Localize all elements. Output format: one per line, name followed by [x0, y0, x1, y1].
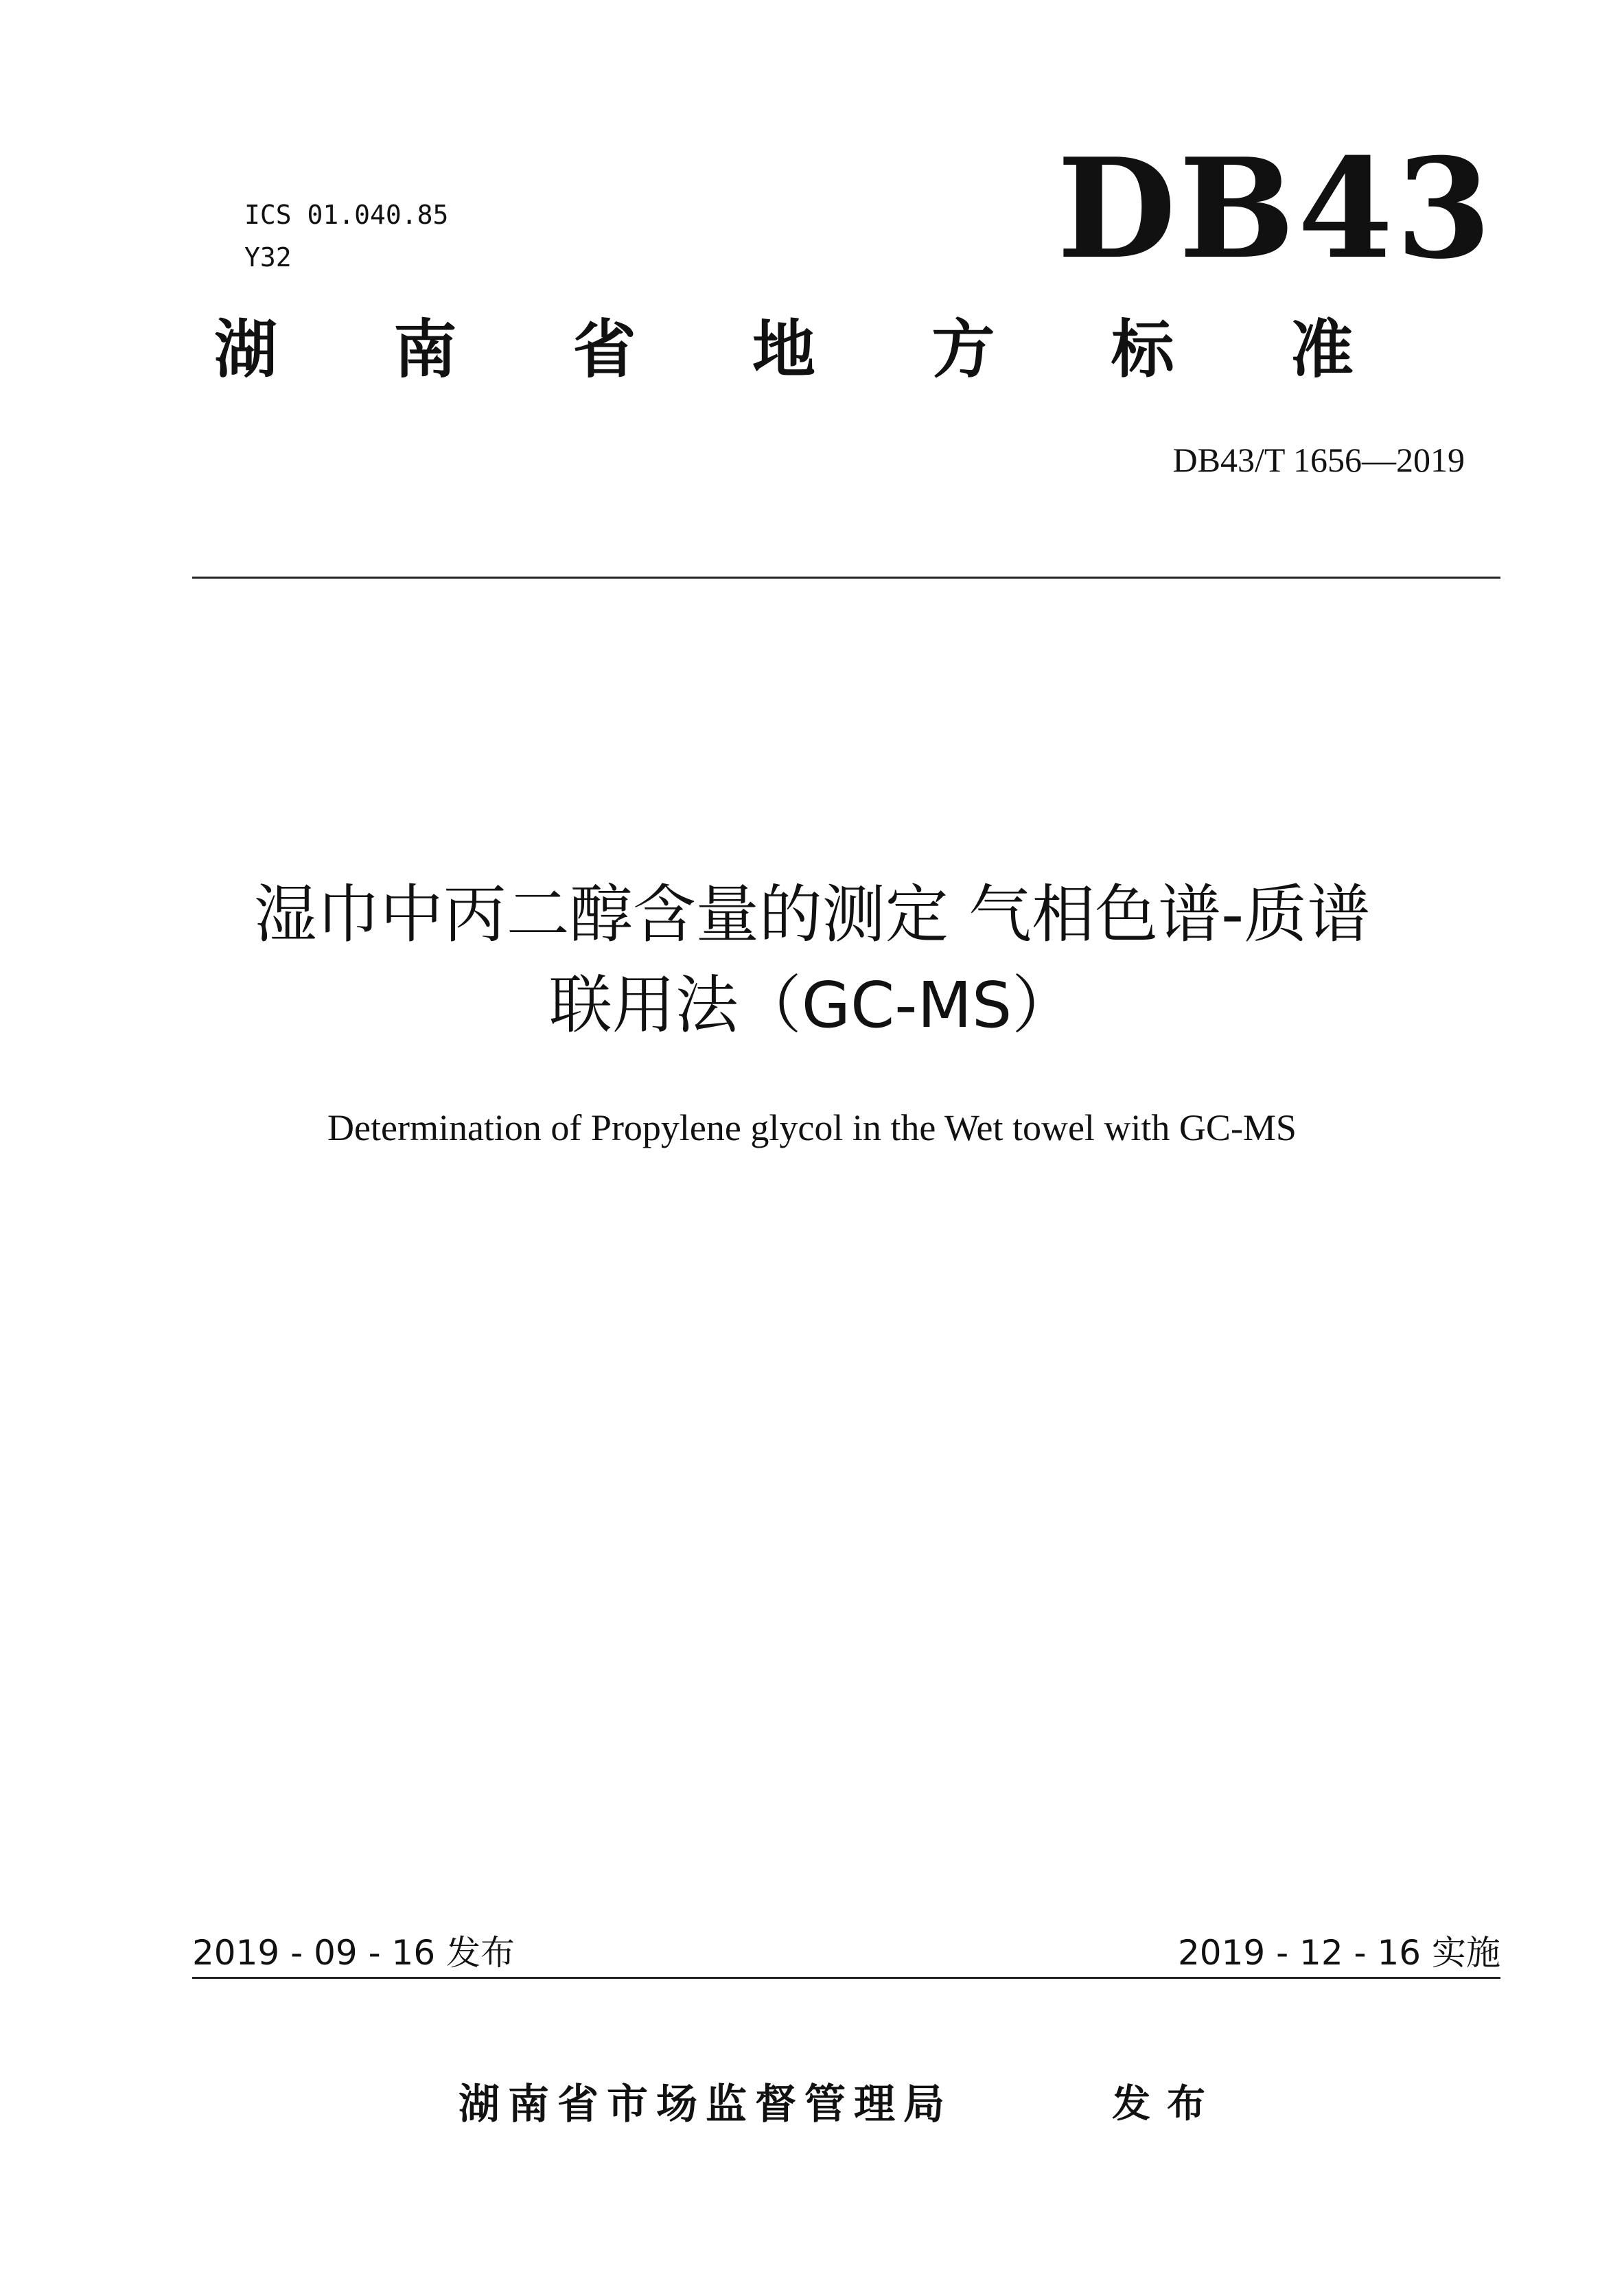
ics-code: ICS 01.040.85: [244, 200, 449, 230]
title-char: 南: [393, 313, 457, 386]
title-char: 地: [752, 313, 815, 386]
title-char: 湖: [214, 313, 278, 386]
standard-type-title: [214, 312, 1354, 388]
implementation-date: 2019 - 12 - 16 实施: [1177, 1933, 1500, 1973]
issue-date: 2019 - 09 - 16 发布: [192, 1933, 515, 1973]
title-char: 省: [572, 313, 636, 386]
db-logo: DB43: [1057, 128, 1494, 290]
bottom-divider: [192, 1977, 1500, 1979]
title-char: 标: [1111, 313, 1174, 386]
english-title: Determination of Propylene glycol in the Wet towel with GC-MS: [327, 1107, 1297, 1148]
title-char: 方: [931, 313, 995, 386]
document-title-line-2: 联用法（GC-MS）: [548, 969, 1076, 1042]
top-divider: [192, 577, 1500, 579]
clc-code: Y32: [244, 242, 292, 272]
issue-label: 发布: [1112, 2082, 1222, 2126]
standard-number: DB43/T 1656—2019: [1172, 441, 1465, 479]
title-char: 准: [1290, 313, 1354, 386]
issuing-authority: 湖南省市场监督管理局: [459, 2080, 953, 2129]
document-title-line-1: 湿巾中丙二醇含量的测定 气相色谱-质谱: [253, 878, 1371, 951]
